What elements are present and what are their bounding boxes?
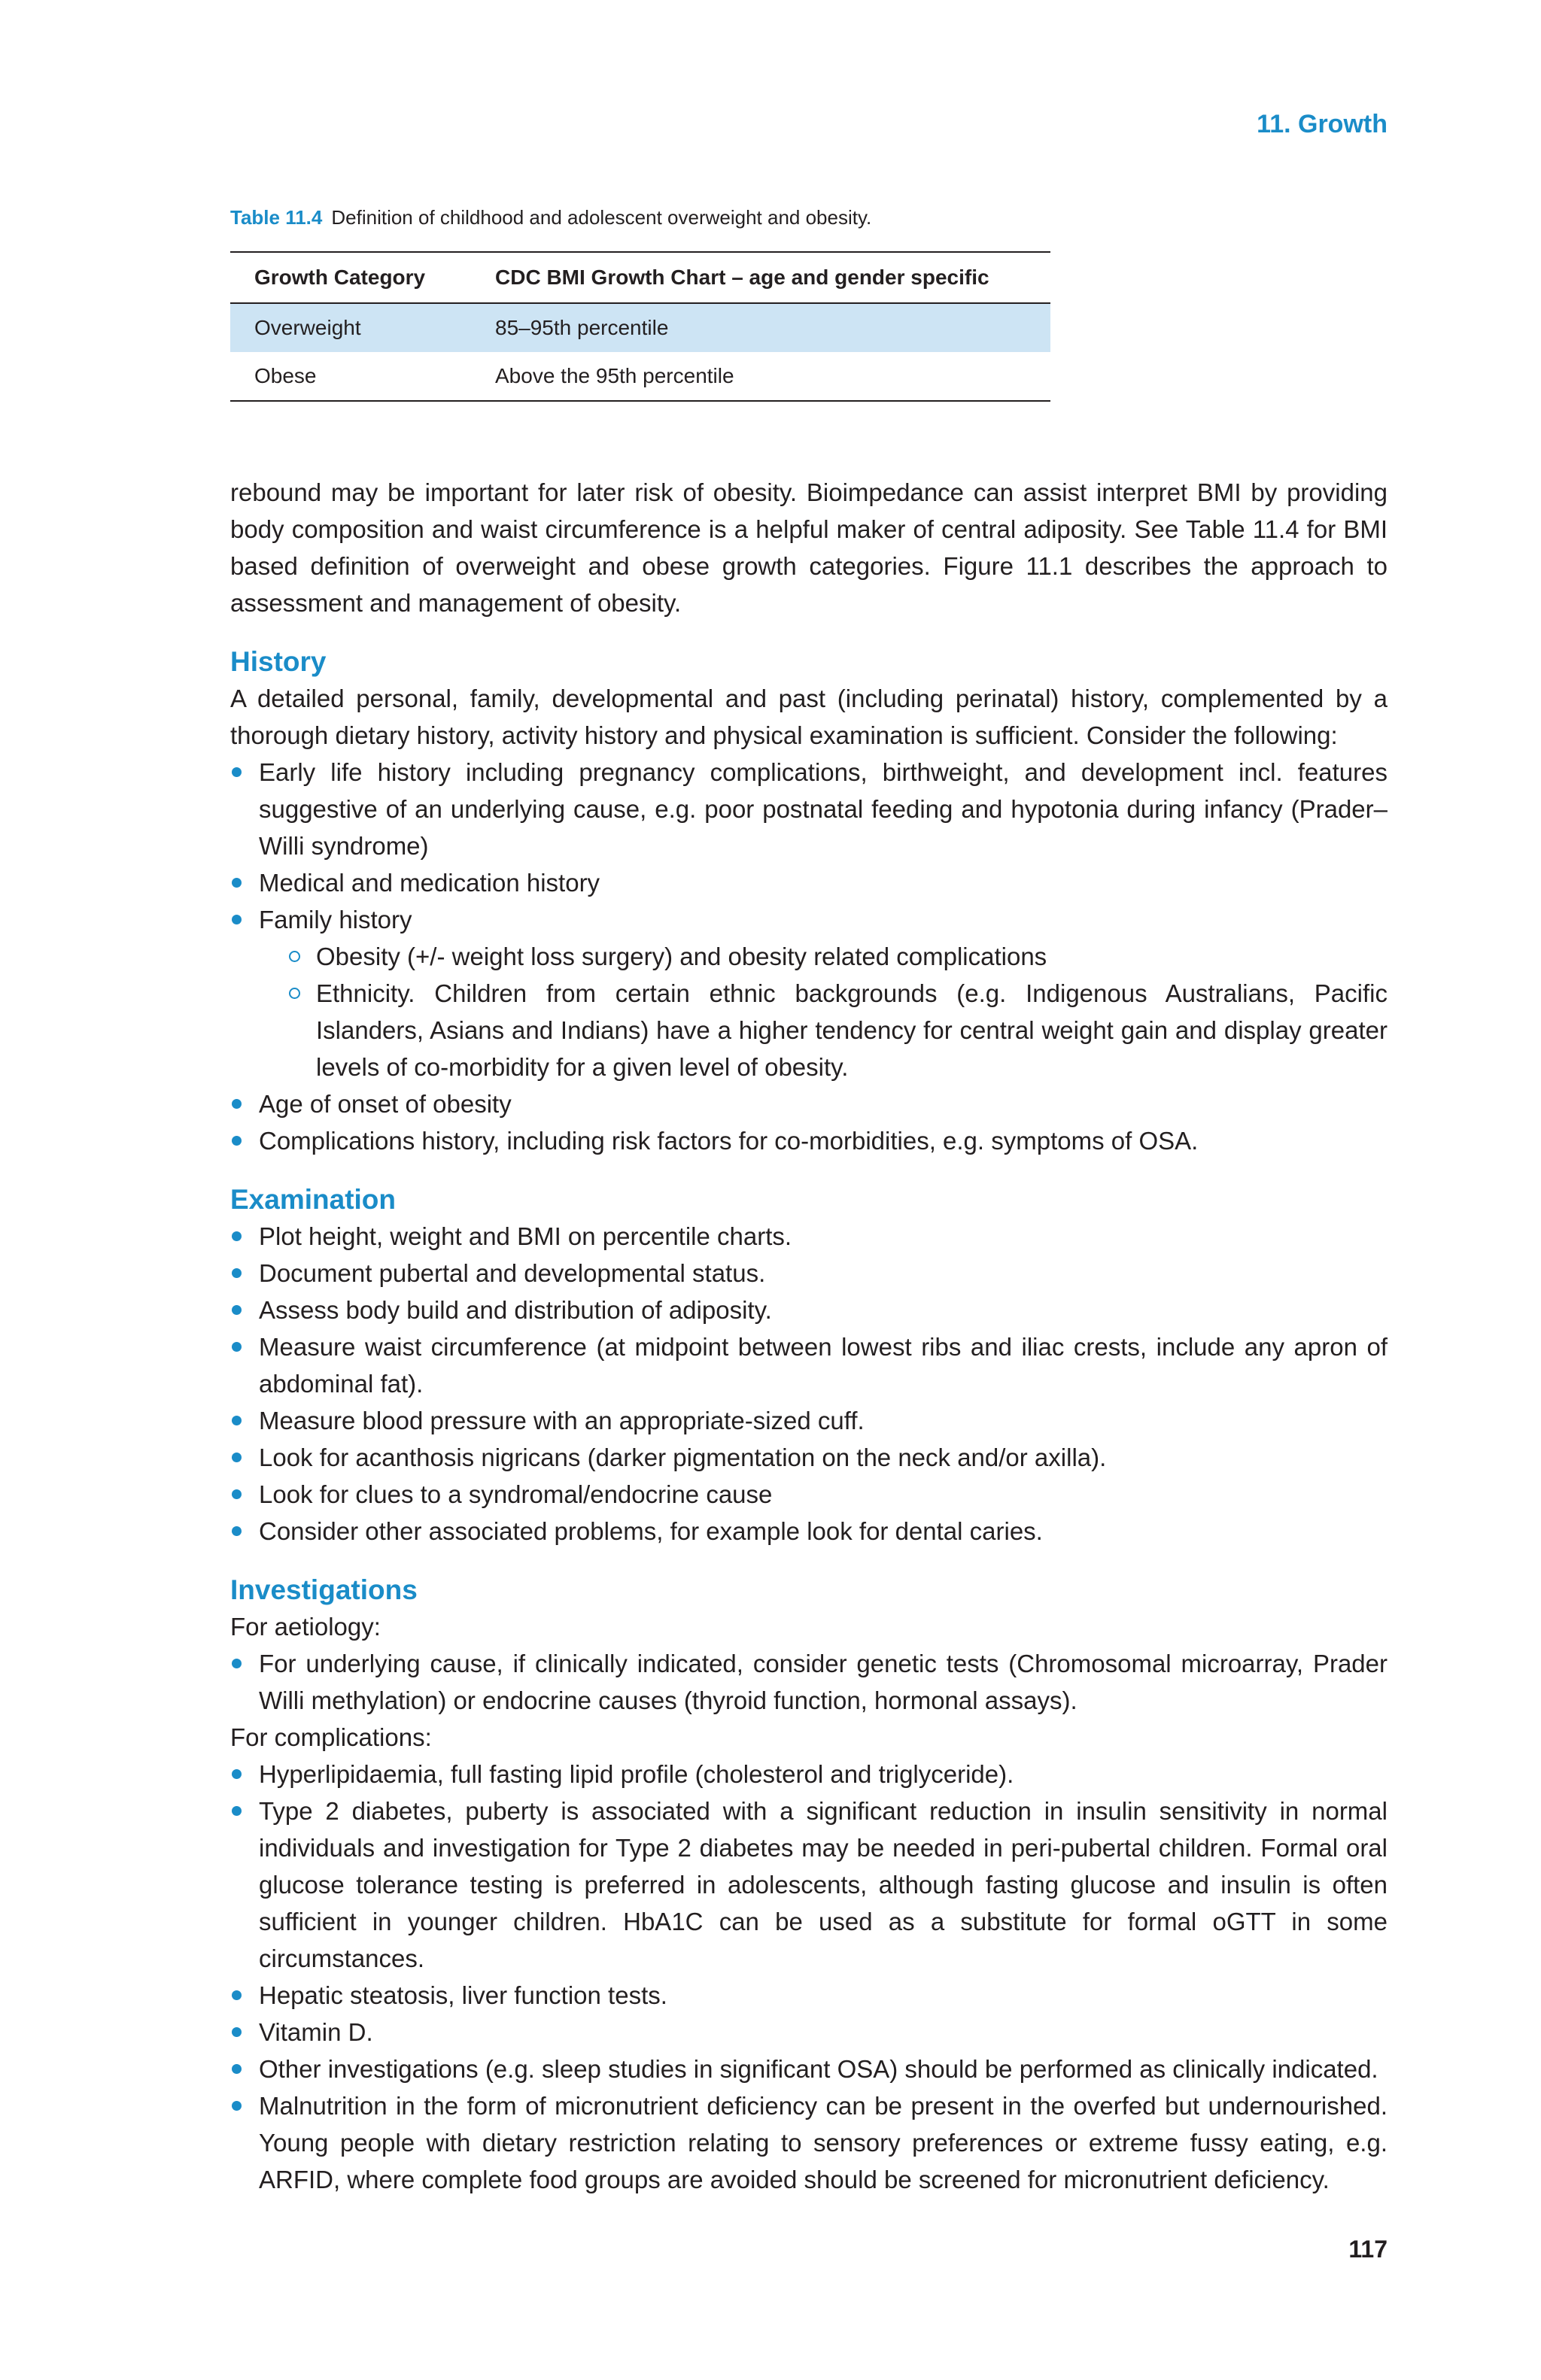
list-item: Type 2 diabetes, puberty is associated with a significant reduction in insulin sensitivity in normal individuals and investigation for Type 2 diabetes may be needed in peri-pubertal children. Formal oral glucose tolerance testing is preferred in adolescents, although fasting glucose and insulin is often sufficient in younger children. HbA1C can be used as a substitute for formal oGTT in some circumstances. (230, 1793, 1388, 1977)
examination-heading: Examination (230, 1184, 396, 1215)
complications-list (230, 1756, 1388, 2198)
list-item: Early life history including pregnancy complications, birthweight, and development incl. features suggestive of an underlying cause, e.g. poor postnatal feeding and hypotonia during infancy (Prader–Willi syndrome) (230, 754, 1388, 864)
sub-list-item: Ethnicity. Children from certain ethnic backgrounds (e.g. Indigenous Australians, Pacific Islanders, Asians and Indians) have a higher tendency for central weight gain and display greater levels of co-morbidity for a given level of obesity. (287, 975, 1388, 1085)
list-item: Malnutrition in the form of micronutrient deficiency can be present in the overfed but undernourished. Young people with dietary restriction relating to sensory preferences or extreme fussy eating, e.g. ARFID, where complete food groups are avoided should be screened for micronutrient deficiency. (230, 2087, 1388, 2198)
list-item: Hyperlipidaemia, full fasting lipid profile (cholesterol and triglyceride). (230, 1756, 1388, 1793)
history-paragraph: A detailed personal, family, developmental and past (including perinatal) history, complemented by a thorough dietary history, activity history and physical examination is sufficient. Consider the following: (230, 685, 1388, 749)
table-cell: Obese (230, 352, 471, 401)
table-header-cdc-bmi: CDC BMI Growth Chart – age and gender specific (471, 252, 1050, 303)
list-item: Complications history, including risk factors for co-morbidities, e.g. symptoms of OSA. (230, 1122, 1388, 1159)
family-history-label: Family history (259, 906, 412, 933)
body-text (230, 474, 1388, 2198)
table-caption (230, 206, 871, 229)
table-cell: 85–95th percentile (471, 303, 1050, 352)
list-item: Other investigations (e.g. sleep studies in significant OSA) should be performed as clinically indicated. (230, 2051, 1388, 2087)
history-list (230, 754, 1388, 1159)
list-item: Consider other associated problems, for example look for dental caries. (230, 1513, 1388, 1550)
table-header-row (230, 252, 1050, 303)
list-item: Measure waist circumference (at midpoint between lowest ribs and iliac crests, include any apron of abdominal fat). (230, 1328, 1388, 1402)
aetiology-label: For aetiology: (230, 1613, 381, 1641)
list-item: Measure blood pressure with an appropriate-sized cuff. (230, 1402, 1388, 1439)
growth-category-table (230, 251, 1050, 402)
list-item: Hepatic steatosis, liver function tests. (230, 1977, 1388, 2014)
table-row (230, 352, 1050, 401)
table-header-growth-category: Growth Category (230, 252, 471, 303)
list-item: Medical and medication history (230, 864, 1388, 901)
list-item: Vitamin D. (230, 2014, 1388, 2051)
intro-paragraph: rebound may be important for later risk of obesity. Bioimpedance can assist interpret BMI by providing body composition and waist circumference is a helpful maker of central adiposity. See Table 11.4 for BMI based definition of overweight and obese growth categories. Figure 11.1 describes the approach to assessment and management of obesity. (230, 478, 1388, 617)
list-item: Assess body build and distribution of adiposity. (230, 1292, 1388, 1328)
table-cell: Overweight (230, 303, 471, 352)
examination-list (230, 1218, 1388, 1550)
investigations-heading: Investigations (230, 1574, 418, 1605)
table-number: Table 11.4 (230, 206, 323, 229)
table-row (230, 303, 1050, 352)
aetiology-list (230, 1645, 1388, 1719)
table-cell: Above the 95th percentile (471, 352, 1050, 401)
complications-label: For complications: (230, 1723, 432, 1751)
sub-list-item: Obesity (+/- weight loss surgery) and obesity related complications (287, 938, 1388, 975)
page-number: 117 (1348, 2236, 1388, 2263)
table-caption-text: Definition of childhood and adolescent overweight and obesity. (331, 206, 872, 229)
list-item: Plot height, weight and BMI on percentile charts. (230, 1218, 1388, 1255)
list-item: Document pubertal and developmental status. (230, 1255, 1388, 1292)
chapter-header: 11. Growth (1257, 110, 1388, 138)
list-item: Look for acanthosis nigricans (darker pigmentation on the neck and/or axilla). (230, 1439, 1388, 1476)
list-item: Age of onset of obesity (230, 1085, 1388, 1122)
list-item: For underlying cause, if clinically indicated, consider genetic tests (Chromosomal microarray, Prader Willi methylation) or endocrine causes (thyroid function, hormonal assays). (230, 1645, 1388, 1719)
family-history-sublist (287, 938, 1388, 1085)
list-item: Look for clues to a syndromal/endocrine cause (230, 1476, 1388, 1513)
list-item (230, 901, 1388, 1085)
history-heading: History (230, 646, 327, 677)
